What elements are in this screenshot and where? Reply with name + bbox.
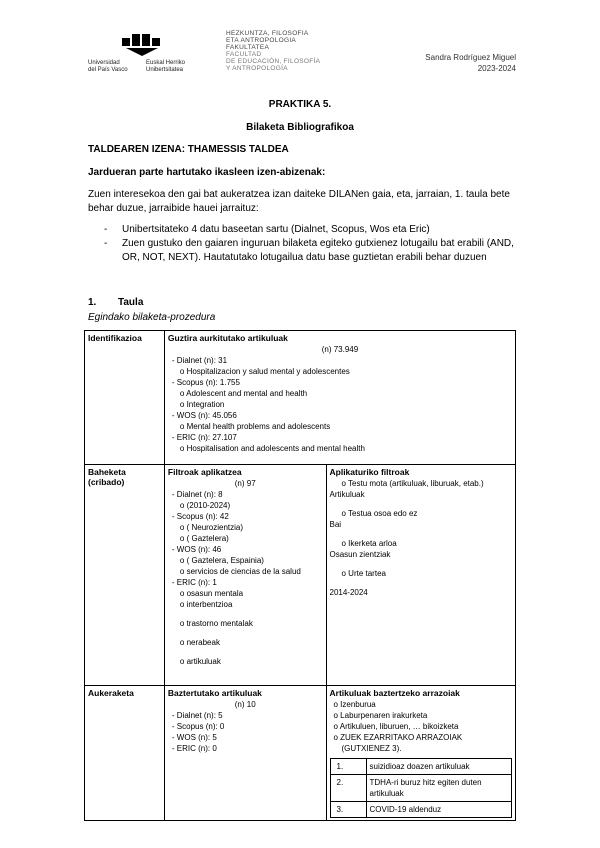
university-name-eu: Euskal Herriko Unibertsitatea xyxy=(146,60,186,73)
section-title: Taula xyxy=(118,297,144,308)
list-item: 2. TDHA-ri buruz hitz egiten duten artikuluak xyxy=(330,775,512,802)
participants-label: Jardueran parte hartutako ikasleen izen-abizenak: xyxy=(88,167,326,178)
author-name: Sandra Rodríguez Miguel xyxy=(425,53,516,62)
filters-cell: Filtroak aplikatzea (n) 97 - Dialnet (n): 8 o (2010-2024) - Scopus (n): 42 o ( Neurozientzia) o ( Gaztelera) - WOS (n): 46 o ( Gaztelera, Espainia) o servicios de ciencias de la salud - ERIC (n): 1 o osasun mentala o interbentzioa o trastorno mentalak o nerabeak o artikuluak xyxy=(164,465,326,686)
applied-filters-cell: Aplikaturiko filtroak o Testu mota (artikuluak, liburuak, etab.) Artikuluak o Testua osoa edo ez Bai o Ikerketa arloa Osasun zientziak o Urte tartea 2014-2024 xyxy=(326,465,516,686)
section-number: 1. xyxy=(88,297,97,308)
table-row xyxy=(85,331,516,465)
list-item: 1. suizidioaz doazen artikuluak xyxy=(330,759,512,775)
list-item: - Zuen gustuko den gaiaren inguruan bilaketa egiteko gutxienez lotugailu bat erabili (AND, OR, NOT, NEXT). Hautatutako lotugailua datu base guztietan erabili behar duzuen xyxy=(104,237,514,265)
university-emblem-icon xyxy=(120,32,164,58)
team-name: TALDEAREN IZENA: THAMESSIS TALDEA xyxy=(88,144,289,155)
identification-cell: Guztira aurkitutako artikuluak (n) 73.949 - Dialnet (n): 31 o Hospitalizacion y salud mental y adolescentes - Scopus (n): 1.755 o Adolescent and mental and health o Integration - WOS (n): 45.056 o Mental health problems and adolescents - ERIC (n): 27.107 o Hospitalisation and adolescents and mental health xyxy=(164,331,515,465)
row-label: Aukeraketa xyxy=(85,686,165,821)
table-row xyxy=(85,686,516,821)
table-row xyxy=(85,465,516,686)
reasons-list xyxy=(330,758,513,818)
bibliographic-search-table xyxy=(84,330,516,821)
university-name-es: Universidad del País Vasco xyxy=(88,60,128,73)
page-title: PRAKTIKA 5. xyxy=(268,99,332,110)
exclusion-reasons-cell: Artikuluak baztertzeko arrazoiak o Izenburua o Laburpenaren irakurketa o Artikuluen, liburuen, … bikoizketa o ZUEK EZARRITAKO ARRAZOIAK (GUTXIENEZ 3). 1. suizidioaz doazen artikuluak 2. TDHA-ri buruz hitz egiten duten artikuluak 3. COVID-19 aldenduz xyxy=(326,686,516,821)
list-item: - Unibertsitateko 4 datu baseetan sartu (Dialnet, Scopus, Wos eta Eric) xyxy=(104,223,514,237)
intro-paragraph: Zuen interesekoa den gai bat aukeratzea izan daiteke DILANen gaia, eta, jarraian, 1. taula bete behar duzue, jarraibide hauei jarraituz: xyxy=(88,189,510,214)
row-label: Identifikazioa xyxy=(85,331,165,465)
section-subtitle: Egindako bilaketa-prozedura xyxy=(88,312,216,323)
page-subtitle: Bilaketa Bibliografikoa xyxy=(246,122,354,133)
list-item: 3. COVID-19 aldenduz xyxy=(330,802,512,818)
author-block xyxy=(425,52,516,74)
row-label: Baheketa (cribado) xyxy=(85,465,165,686)
excluded-articles-cell: Baztertutako artikuluak (n) 10 - Dialnet (n): 5 - Scopus (n): 0 - WOS (n): 5 - ERIC (n): 0 xyxy=(164,686,326,821)
academic-year: 2023-2024 xyxy=(477,64,516,73)
instruction-list xyxy=(104,223,514,265)
faculty-name: HEZKUNTZA, FILOSOFIA ETA ANTROPOLOGIA FAKULTATEA FACULTAD DE EDUCACIÓN, FILOSOFÍA Y ANTROPOLOGÍA xyxy=(226,30,321,72)
